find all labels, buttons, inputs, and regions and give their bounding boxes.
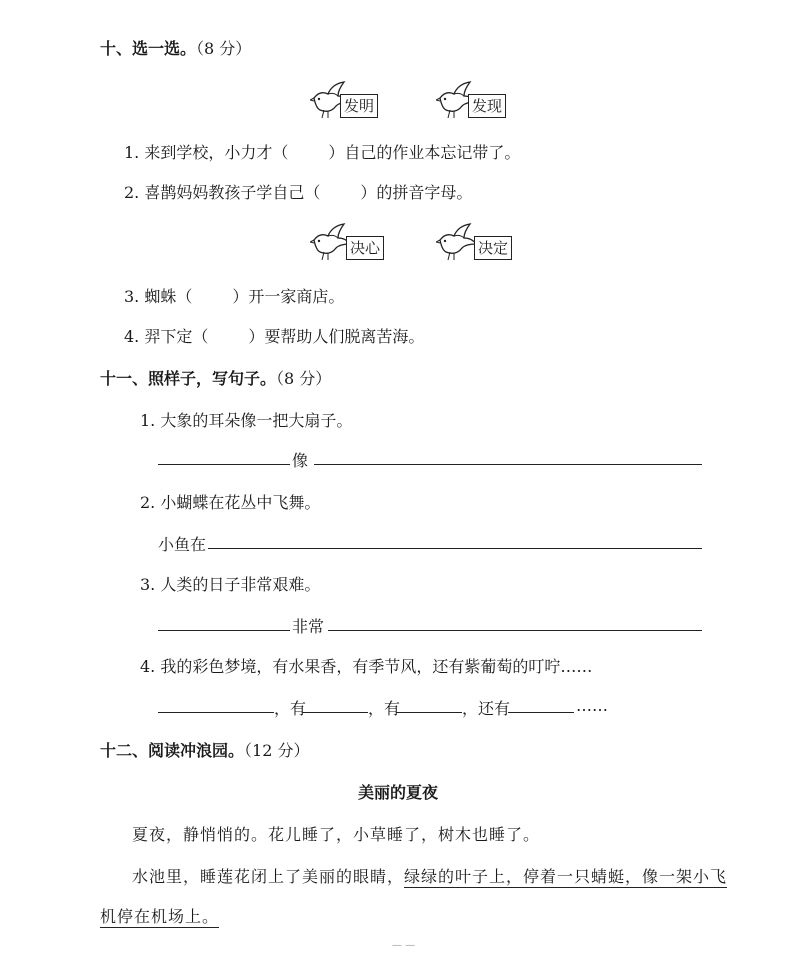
example-4: 4. 我的彩色梦境，有水果香，有季节风，还有紫葡萄的叮咛……	[140, 657, 593, 676]
passage-paragraph-2-continued	[100, 904, 219, 927]
question-4-after: ）要帮助人们脱离苦海。	[248, 327, 425, 346]
question-2-before: 2. 喜鹊妈妈教孩子学自己（	[124, 183, 321, 202]
passage-paragraph-2	[132, 864, 727, 887]
section10-points: （8 分）	[196, 39, 252, 58]
answer-line-4b[interactable]	[302, 712, 368, 713]
section10-title: 十、选一选。	[100, 39, 197, 58]
answer-2-lead: 小鱼在	[158, 535, 207, 554]
word-tag-jueding: 决定	[474, 236, 512, 260]
section11-heading	[100, 366, 331, 389]
answer-line-4c[interactable]	[396, 712, 462, 713]
answer-4-sep2: ，有	[368, 699, 401, 718]
section11-points: （8 分）	[276, 369, 332, 388]
word-tag-faxian: 发现	[468, 94, 506, 118]
question-1	[124, 140, 520, 163]
question-1-after: ）自己的作业本忘记带了。	[328, 143, 521, 162]
question-3	[124, 284, 344, 307]
word-tag-faming: 发明	[340, 94, 378, 118]
question-4	[124, 324, 424, 347]
question-1-before: 1. 来到学校，小力才（	[124, 143, 289, 162]
example-2: 2. 小蝴蝶在花丛中飞舞。	[140, 493, 321, 512]
paragraph-2-continued-underlined: 机停在机场上。	[100, 907, 220, 926]
question-3-after: ）开一家商店。	[232, 287, 345, 306]
question-2	[124, 180, 472, 203]
question-2-after: ）的拼音字母。	[360, 183, 473, 202]
answer-line-3b[interactable]	[328, 630, 702, 631]
example-1: 1. 大象的耳朵像一把大扇子。	[140, 411, 353, 430]
paragraph-2-underlined: 绿绿的叶子上，停着一只蜻蜓，像一架小飞	[404, 867, 728, 886]
page-number-mark: — —	[392, 940, 416, 951]
answer-4-tail: ……	[576, 696, 608, 715]
section12-heading	[100, 738, 309, 761]
answer-3-mid: 非常	[292, 617, 325, 636]
paragraph-2-plain: 水池里，睡莲花闭上了美丽的眼睛，	[132, 867, 405, 886]
question-4-before: 4. 羿下定（	[124, 327, 209, 346]
answer-line-1a[interactable]	[158, 464, 290, 465]
answer-line-1b[interactable]	[314, 464, 702, 465]
section12-points: （12 分）	[244, 741, 310, 760]
question-3-before: 3. 蜘蛛（	[124, 287, 193, 306]
section12-title: 十二、阅读冲浪园。	[100, 741, 245, 760]
word-tag-juexin: 决心	[346, 236, 384, 260]
passage-title: 美丽的夏夜	[358, 783, 439, 802]
answer-4-sep3: ，还有	[462, 699, 511, 718]
section11-title: 十一、照样子，写句子。	[100, 369, 277, 388]
example-3: 3. 人类的日子非常艰难。	[140, 575, 321, 594]
section10-heading	[100, 36, 251, 59]
answer-4-sep1: ，有	[274, 699, 307, 718]
answer-line-2[interactable]	[208, 548, 702, 549]
answer-line-4a[interactable]	[158, 712, 274, 713]
answer-line-3a[interactable]	[158, 630, 290, 631]
passage-paragraph-1: 夏夜，静悄悄的。花儿睡了，小草睡了，树木也睡了。	[132, 825, 541, 844]
answer-line-4d[interactable]	[508, 712, 574, 713]
answer-1-mid: 像	[292, 451, 309, 470]
